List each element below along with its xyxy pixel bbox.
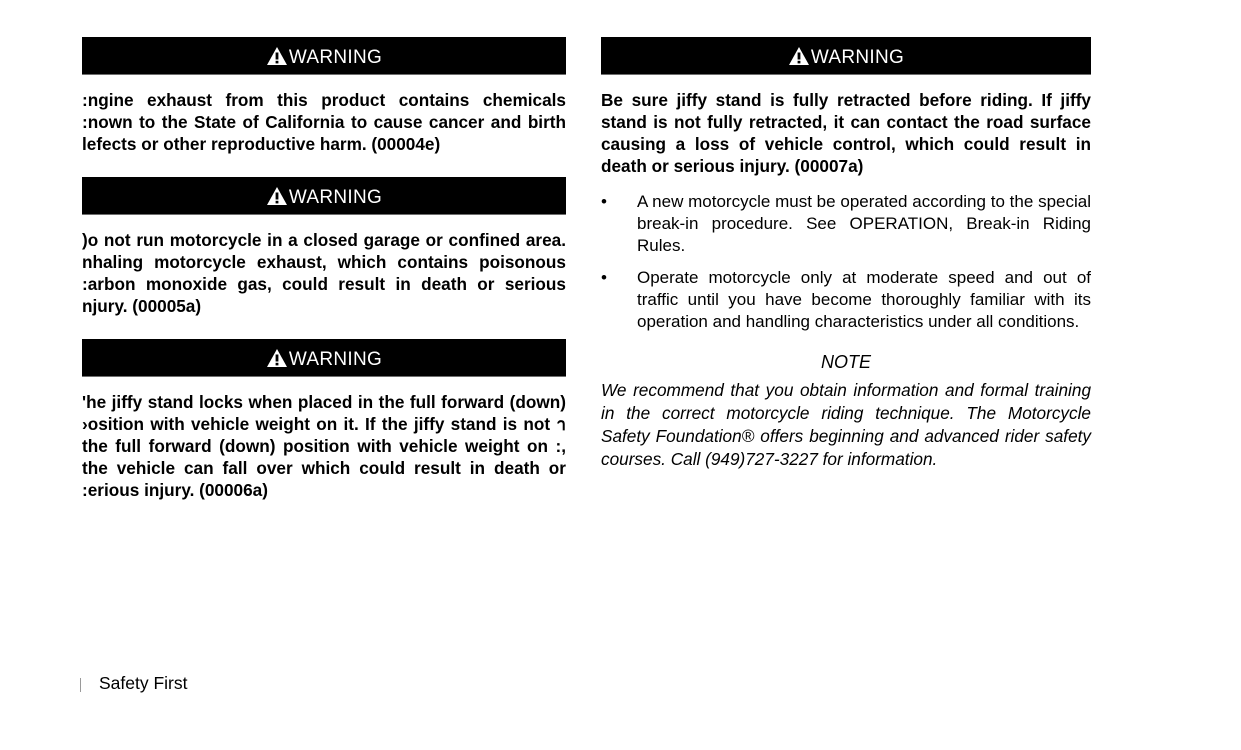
warning-header-3 (82, 339, 566, 377)
warning-text-4: Be sure jiffy stand is fully retracted before riding. If jiffy stand is not fully retracted, it can contact the road surface causing a loss of vehicle control, which could result in death or serious injury. (00007a) (601, 90, 1091, 176)
left-column (82, 37, 566, 501)
warning-header-1 (82, 37, 566, 75)
note-title: NOTE (820, 352, 871, 372)
warning-triangle-icon (266, 186, 288, 206)
warning-title: WARNING (288, 186, 383, 208)
warning-header-4 (601, 37, 1091, 75)
bullet-icon: • (601, 268, 607, 287)
list-item-text: Operate motorcycle only at moderate speed and out of traffic until you have become thoroughly familiar with its operation and handling characteristics under all conditions. (637, 268, 1091, 331)
warning-title: WARNING (810, 46, 905, 68)
right-column (601, 37, 1091, 471)
bullet-icon: • (601, 192, 607, 211)
warning-title: WARNING (288, 46, 383, 68)
warning-triangle-icon (266, 348, 288, 368)
footer-section-title: Safety First (99, 673, 188, 693)
warning-title: WARNING (288, 348, 383, 370)
warning-text-2: )o not run motorcycle in a closed garage or confined area. nhaling motorcycle exhaust, which contains poisonous :arbon monoxide gas, could result in death or serious njury. (00005a) (82, 230, 566, 316)
list-item (601, 191, 1091, 257)
warning-text-3: 'he jiffy stand locks when placed in the full forward (down) ›osition with vehicle weight on it. If the jiffy stand is not า the full forward (down) position with vehicle weight on :, the vehicle can fall over which could result in death or :erious injury. (00006a) (82, 392, 566, 500)
list-item (601, 267, 1091, 333)
warning-text-1: :ngine exhaust from this product contains chemicals :nown to the State of California to cause cancer and birth lefects or other reproductive harm. (00004e) (82, 90, 566, 154)
page-edge-mark (80, 678, 81, 692)
list-item-text: A new motorcycle must be operated according to the special break-in procedure. See OPERATION, Break-in Riding Rules. (637, 192, 1091, 255)
warning-triangle-icon (788, 46, 810, 66)
note-text: We recommend that you obtain information and formal training in the correct motorcycle riding technique. The Motorcycle Safety Foundation® offers beginning and advanced rider safety courses. Call (949)727-3227 for information. (601, 380, 1091, 469)
bullet-list (601, 191, 1091, 333)
warning-triangle-icon (266, 46, 288, 66)
warning-header-2 (82, 177, 566, 215)
